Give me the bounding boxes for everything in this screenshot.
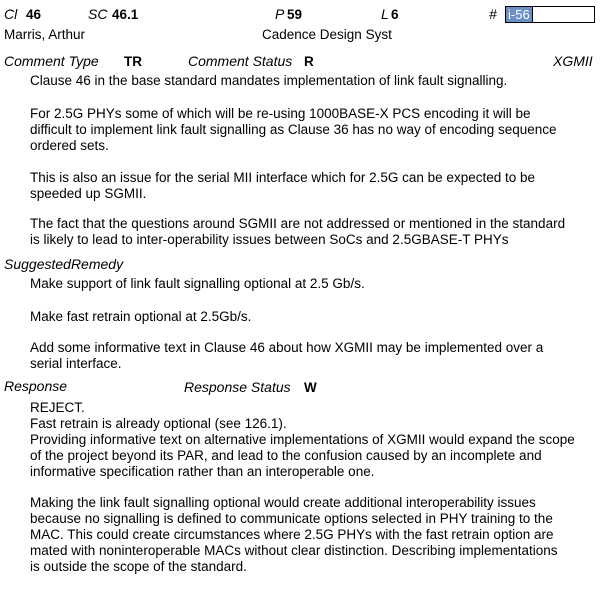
sc-value: 46.1 [112, 7, 139, 22]
cl-value: 46 [26, 7, 42, 22]
l-value: 6 [391, 7, 399, 22]
commenter-name: Marris, Arthur [4, 27, 86, 42]
response-status-value: W [304, 380, 317, 395]
comment-status-value: R [304, 54, 314, 69]
commenter-affiliation: Cadence Design Syst [262, 27, 392, 42]
comment-paragraph: The fact that the questions around SGMII are not addressed or mentioned in the standard is likely to lead to inter-operability issues between SoCs and 2.5GBASE-T PHYs [30, 216, 566, 247]
comment-topic: XGMII [553, 53, 593, 69]
comment-paragraph: This is also an issue for the serial MII interface which for 2.5G can be expected to be speeded up SGMII. [30, 170, 536, 201]
sc-label: SC [88, 6, 108, 22]
p-value: 59 [287, 7, 303, 22]
comment-paragraph: For 2.5G PHYs some of which will be re-using 1000BASE-X PCS encoding it will be difficult to implement link fault signalling as Clause 36 has no way of encoding sequence ordered sets. [30, 106, 557, 153]
id-label: # [489, 6, 497, 22]
p-label: P [275, 6, 285, 22]
remedy-paragraph: Make fast retrain optional at 2.5Gb/s. [30, 309, 252, 324]
remedy-paragraph: Make support of link fault signalling optional at 2.5 Gb/s. [30, 276, 365, 291]
comment-type-label: Comment Type [4, 53, 99, 69]
suggested-remedy-label: SuggestedRemedy [4, 256, 124, 272]
remedy-paragraph: Add some informative text in Clause 46 about how XGMII may be implemented over a serial interface. [30, 340, 544, 371]
l-label: L [381, 6, 389, 22]
comment-type-value: TR [124, 54, 142, 69]
response-paragraph: REJECT. Fast retrain is already optional (see 126.1). Providing informative text on alternative implementations of XGMII would expand the scope of the project beyond its PAR, and lead to the confusion caused by an incomplete and informative specification rather than an interoperable one. [30, 400, 575, 479]
id-value: i-56 [506, 7, 533, 22]
response-label: Response [4, 378, 68, 394]
id-field[interactable] [505, 6, 595, 23]
cl-label: Cl [4, 6, 18, 22]
comment-paragraph: Clause 46 in the base standard mandates implementation of link fault signalling. [30, 73, 508, 88]
response-paragraph: Making the link fault signalling optional would create additional interoperability issues because no signalling is defined to communicate options selected in PHY training to the MAC. This could create circumstances where 2.5G PHYs with the fast retrain option are mated with noninteroperable MACs without clear distinction. Describing implementations is outside the scope of the standard. [30, 495, 558, 574]
response-status-label: Response Status [184, 379, 291, 395]
comment-status-label: Comment Status [188, 53, 293, 69]
